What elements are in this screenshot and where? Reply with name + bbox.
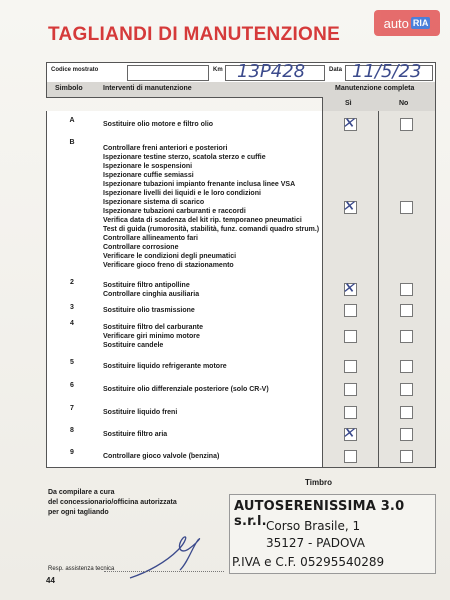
yes-column xyxy=(322,277,379,302)
no-column xyxy=(378,355,435,377)
yes-column xyxy=(322,137,379,277)
row-code: B xyxy=(69,139,75,146)
signature-scribble xyxy=(128,528,208,583)
intervention-line: Ispezionare tubazioni carburanti e raccordi xyxy=(103,208,246,215)
check-mark-icon: ✕ xyxy=(342,280,355,297)
row-interventions xyxy=(103,362,320,371)
table-row xyxy=(46,318,436,356)
header-done: Manutenzione completa xyxy=(335,85,415,92)
timbro-label: Timbro xyxy=(305,478,332,487)
intervention-line: Controllare allineamento fari xyxy=(103,235,198,242)
yes-column xyxy=(322,377,379,401)
yes-column xyxy=(322,111,379,137)
check-mark-icon: ✕ xyxy=(342,197,355,215)
intervention-line: Ispezionare le sospensioni xyxy=(103,163,193,170)
header-symbol: Simbolo xyxy=(55,85,83,92)
row-interventions xyxy=(103,452,320,461)
yes-checkbox[interactable] xyxy=(342,280,357,297)
intervention-line: Sostituire filtro antipolline xyxy=(103,281,190,289)
no-checkbox[interactable] xyxy=(400,450,413,463)
row-interventions xyxy=(103,323,320,350)
stamp-street: Corso Brasile, 1 xyxy=(266,519,361,533)
intervention-line: Ispezionare testine sterzo, scatola sterzo e cuffie xyxy=(103,154,266,161)
intervention-line: Controllare gioco valvole (benzina) xyxy=(103,452,220,460)
yes-checkbox[interactable] xyxy=(344,406,357,419)
table-row xyxy=(46,423,436,446)
yes-column xyxy=(322,302,379,318)
no-column xyxy=(378,318,435,355)
intervention-line: Verificare gioco freno di stazionamento xyxy=(103,262,234,269)
watermark-logo xyxy=(374,10,440,36)
info-bar xyxy=(46,62,436,84)
no-checkbox[interactable] xyxy=(400,304,413,317)
row-code: 6 xyxy=(70,381,74,389)
intervention-line: Ispezionare tubazioni impianto frenante inclusa linee VSA xyxy=(103,181,296,188)
table-row xyxy=(46,355,436,378)
row-interventions xyxy=(103,306,320,315)
row-code: 3 xyxy=(70,304,74,311)
date-value: 11/5/23 xyxy=(352,61,422,82)
header-interventions: Interventi di manutenzione xyxy=(103,85,192,92)
page-number: 44 xyxy=(46,576,55,585)
check-mark-icon: ✕ xyxy=(342,424,355,442)
intervention-line: Verifica data di scadenza del kit rip. temporaneo pneumatici xyxy=(103,217,302,224)
intervention-line: Sostituire olio differenziale posteriore (solo CR-V) xyxy=(103,385,269,393)
yes-checkbox[interactable] xyxy=(344,450,357,463)
row-interventions xyxy=(103,144,320,270)
row-code: 8 xyxy=(70,426,74,434)
instructions xyxy=(48,488,177,518)
no-checkbox[interactable] xyxy=(400,201,413,214)
no-checkbox[interactable] xyxy=(400,383,413,396)
row-code: 2 xyxy=(70,279,74,286)
row-code: 7 xyxy=(70,404,74,412)
intervention-line: Sostituire filtro del carburante xyxy=(103,324,203,331)
no-column xyxy=(378,445,435,467)
yes-column xyxy=(322,355,379,377)
instruction-line: per ogni tagliando xyxy=(48,509,109,516)
intervention-line: Controllare cinghia ausiliaria xyxy=(103,290,200,298)
yes-checkbox[interactable] xyxy=(344,330,357,343)
intervention-line: Sostituire olio trasmissione xyxy=(103,306,195,314)
row-code: A xyxy=(69,116,75,124)
table-row xyxy=(46,401,436,424)
intervention-line: Verificare le condizioni degli pneumatici xyxy=(103,253,237,260)
yes-column xyxy=(322,401,379,423)
code-label: Codice mostrato xyxy=(51,67,99,73)
date-label: Data xyxy=(329,67,343,73)
stamp-vat: P.IVA e C.F. 05295540289 xyxy=(232,555,385,569)
yes-column xyxy=(322,423,379,445)
yes-checkbox[interactable] xyxy=(342,424,357,442)
yes-column xyxy=(322,445,379,467)
intervention-line: Ispezionare sistema di scarico xyxy=(103,199,205,206)
row-interventions xyxy=(103,430,320,439)
no-column xyxy=(378,401,435,423)
no-column xyxy=(378,377,435,401)
no-checkbox[interactable] xyxy=(400,360,413,373)
no-column xyxy=(378,277,435,302)
instruction-line: del concessionario/officina autorizzata xyxy=(48,499,177,506)
no-column xyxy=(378,137,435,277)
instruction-line: Da compilare a cura xyxy=(48,489,115,496)
intervention-line: Ispezionare cuffie semiassi xyxy=(103,172,194,179)
no-checkbox[interactable] xyxy=(400,428,413,441)
row-code: 9 xyxy=(70,448,74,456)
intervention-line: Sostituire olio motore e filtro olio xyxy=(103,120,214,128)
intervention-line: Controllare freni anteriori e posteriori xyxy=(103,145,228,152)
yes-checkbox[interactable] xyxy=(344,304,357,317)
table-subheader xyxy=(322,97,436,112)
table-row xyxy=(46,137,436,278)
stamp-name: AUTOSERENISSIMA 3.0 s.r.l. xyxy=(234,499,405,529)
km-label: Km xyxy=(213,67,223,73)
intervention-line: Sostituire candele xyxy=(103,342,164,349)
no-column xyxy=(378,423,435,445)
header-yes: Sì xyxy=(345,100,352,107)
table-row xyxy=(46,445,436,468)
signature-line xyxy=(104,571,224,572)
table-row xyxy=(46,377,436,402)
intervention-line: Controllare corrosione xyxy=(103,244,179,251)
no-checkbox[interactable] xyxy=(400,118,413,131)
row-interventions xyxy=(103,385,320,394)
code-field xyxy=(127,65,209,81)
table-header xyxy=(46,82,436,98)
page-title: TAGLIANDI DI MANUTENZIONE xyxy=(48,24,341,45)
row-interventions xyxy=(103,120,320,129)
row-interventions xyxy=(103,281,320,299)
row-code: 5 xyxy=(70,358,74,366)
yes-column xyxy=(322,318,379,355)
stamp-city: 35127 - PADOVA xyxy=(266,536,365,550)
intervention-line: Verificare giri minimo motore xyxy=(103,333,200,340)
resp-label: Resp. assistenza tecnica xyxy=(48,566,115,572)
intervention-line: Ispezionare livelli dei liquidi e le loro condizioni xyxy=(103,190,261,197)
intervention-line: Test di guida (rumorosità, stabilità, funz. comandi quadro strum.) xyxy=(103,226,320,233)
no-checkbox[interactable] xyxy=(400,406,413,419)
watermark-text: auto xyxy=(383,15,409,31)
no-column xyxy=(378,302,435,318)
yes-checkbox[interactable] xyxy=(342,197,357,215)
no-checkbox[interactable] xyxy=(400,283,413,296)
table-row xyxy=(46,277,436,303)
dealer-stamp xyxy=(229,494,436,574)
row-code: 4 xyxy=(70,320,74,327)
table-row xyxy=(46,111,436,138)
km-value: 13P428 xyxy=(237,61,306,82)
table-row xyxy=(46,302,436,319)
no-column xyxy=(378,111,435,137)
check-mark-icon: ✕ xyxy=(342,114,355,132)
yes-checkbox[interactable] xyxy=(344,383,357,396)
yes-checkbox[interactable] xyxy=(344,360,357,373)
header-no: No xyxy=(399,100,409,107)
intervention-line: Sostituire liquido refrigerante motore xyxy=(103,362,227,370)
row-interventions xyxy=(103,408,320,417)
intervention-line: Sostituire filtro aria xyxy=(103,430,168,438)
no-checkbox[interactable] xyxy=(400,330,413,343)
intervention-line: Sostituire liquido freni xyxy=(103,408,178,416)
yes-checkbox[interactable] xyxy=(342,114,357,132)
watermark-badge: RIA xyxy=(412,18,429,28)
